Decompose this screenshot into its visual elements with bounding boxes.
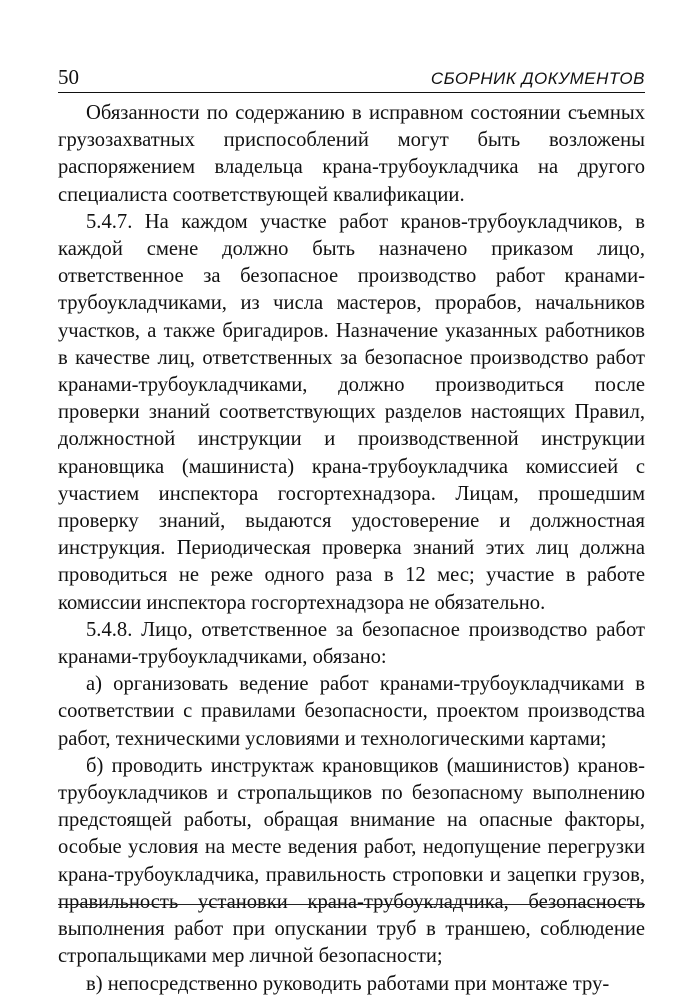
page-header — [58, 66, 645, 93]
page-body — [58, 100, 645, 998]
list-item-v: в) непосредственно руководить работами при монтаже тру- — [86, 972, 610, 995]
list-item-b: б) проводить инструктаж крановщиков (машинистов) кранов-трубоукладчиков и стропальщиков по безопасному выполнению предстоящей работы, обращая внимание на опасные факторы, особые условия на месте ведения работ, недопущение перегрузки крана-трубоукладчика, правильность строповки и зацепки грузов, правильность установки крана-трубоукладчика, безопасность выполнения работ при опускании труб в траншею, соблюдение стропальщиками мер личной безопасности; — [58, 754, 645, 968]
paragraph: Обязанности по содержанию в исправном состоянии съемных грузозахватных приспособлений могут быть возложены распоряжением владельца крана-трубоукладчика на другого специалиста соответствующей квалификации. — [58, 102, 645, 206]
footer-rule — [58, 904, 645, 905]
page-number: 50 — [58, 65, 79, 89]
paragraph-section-5-4-8: 5.4.8. Лицо, ответственное за безопасное производство работ кранами-трубоукладчиками, обязано: — [58, 618, 645, 669]
running-title: СБОРНИК ДОКУМЕНТОВ — [430, 69, 645, 88]
list-item-a: а) организовать ведение работ кранами-трубоукладчиками в соответствии с правилами безопасности, проектом производства работ, техническими условиями и технологическими картами; — [58, 673, 645, 750]
paragraph-section-5-4-7: 5.4.7. На каждом участке работ кранов-трубоукладчиков, в каждой смене должно быть назначено приказом лицо, ответственное за безопасное производство работ кранами-трубоукладчиками, из числа мастеров, прорабов, начальников участков, а также бригадиров. Назначение указанных работников в качестве лиц, ответственных за безопасное производство работ кранами-трубоукладчиками, должно производиться после проверки знаний соответствующих разделов настоящих Правил, должностной инструкции и производственной инструкции крановщика (машиниста) крана-трубоукладчика комиссией с участием инспектора госгортехнадзора. Лицам, прошедшим проверку знаний, выдаются удостоверение и должностная инструкция. Периодическая проверка знаний этих лиц должна проводиться не реже одного раза в 12 мес; участие в работе комиссии инспектора госгортехнадзора не обязательно. — [58, 210, 645, 614]
